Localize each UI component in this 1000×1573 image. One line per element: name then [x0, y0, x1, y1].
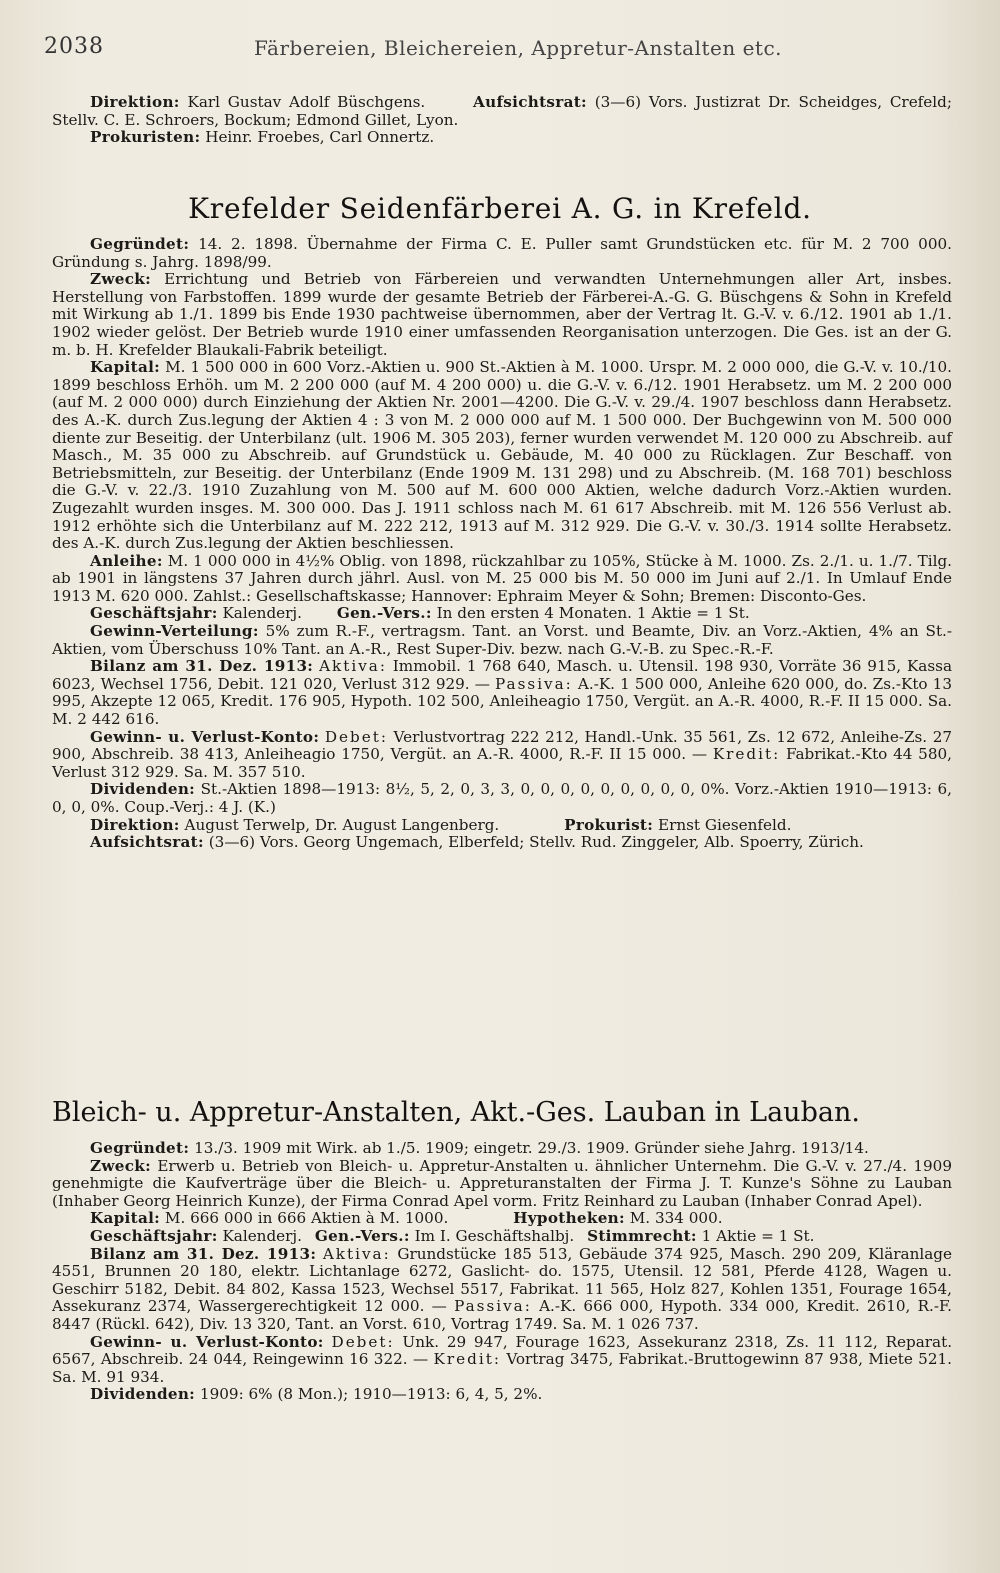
c1-bilanz: Bilanz am 31. Dez. 1913: Aktiva: Immobil. 1 768 640, Masch. u. Utensil. 198 930, Vorräte 36 915, Kassa 6023, Wechsel 1756, Debit. 121 020, Verlust 312 929. — Passiva: A.-K. 1 500 000, Anleihe 620 000, do. Zs.-Kto 13 995, Akzepte 12 065, Kredit. 176 905, Hypoth. 102 500, Anleiheagio 1750, Vergüt. an A.-R. 4000, R.-F. II 15 000. Sa. M. 2 442 616. [52, 657, 953, 729]
running-title: Färbereien, Bleichereien, Appretur-Anstalten etc. [254, 36, 783, 60]
c2-bilanz: Bilanz am 31. Dez. 1913: Aktiva: Grundstücke 185 513, Gebäude 374 925, Masch. 290 209, Kläranlage 4551, Brunnen 20 180, elektr. Lichtanlage 6272, Gaslicht- do. 1575, Utensil. 12 581, Pferde 4128, Wagen u. Geschirr 5182, Debit. 84 802, Kassa 1523, Wechsel 5517, Fabrikat. 11 565, Holz 827, Kohlen 1351, Fourage 1654, Assekuranz 2374, Wassergerechtigkeit 12 000. — Passiva: A.-K. 666 000, Hypoth. 334 000, Kredit. 2610, R.-F. 8447 (Rückl. 642), Div. 13 320, Tant. an Vorst. 610, Vortrag 1749. Sa. M. 1 026 737. [52, 1244, 953, 1333]
company1-title: Krefelder Seidenfärberei A. G. in Krefeld. [188, 192, 812, 225]
page-header [44, 34, 944, 64]
c1-zweck: Zweck: Errichtung und Betrieb von Färbereien und verwandten Unternehmungen aller Art, insbes. Herstellung von Farbstoffen. 1899 wurde der gesamte Betrieb der Färberei-A.-G. G. Büschgens & Sohn in Krefeld mit Wirkung ab 1./1. 1899 bis Ende 1930 pachtweise übernommen, aber der Vertrag lt. G.-V. v. 6./12. 1901 ab 1./1. 1902 wieder gelöst. Der Betrieb wurde 1910 einer umfassenden Reorganisation unterzogen. Die Ges. ist an der G. m. b. H. Krefelder Blaukali-Fabrik beteiligt. [52, 270, 952, 359]
company2-body [52, 1140, 952, 1404]
c2-guv: Gewinn- u. Verlust-Konto: Debet: Unk. 29 947, Fourage 1623, Assekuranz 2318, Zs. 11 112, Reparat. 6567, Abschreib. 24 044, Reingewinn 16 322. — Kredit: Vortrag 3475, Fabrikat.-Bruttogewinn 87 938, Miete 521. Sa. M. 91 934. [52, 1332, 953, 1386]
c2-kapital: Kapital: M. 666 000 in 666 Aktien à M. 1000. Hypotheken: M. 334 000. [90, 1209, 723, 1228]
prev-prokuristen: Prokuristen: Heinr. Froebes, Carl Onnertz. [90, 128, 435, 147]
c1-gegruendet: Gegründet: 14. 2. 1898. Übernahme der Firma C. E. Puller samt Grundstücken etc. für M. 2 700 000. Gründung s. Jahrg. 1898/99. [52, 235, 952, 271]
c1-dividenden: Dividenden: St.-Aktien 1898—1913: 8½, 5, 2, 0, 3, 3, 0, 0, 0, 0, 0, 0, 0, 0, 0, 0%. Vorz.-Aktien 1910—1913: 6, 0, 0, 0%. Coup.-Verj.: 4 J. (K.) [52, 780, 952, 816]
c2-zweck: Zweck: Erwerb u. Betrieb von Bleich- u. Appretur-Anstalten u. ähnlicher Unternehm. Die G.-V. v. 27./4. 1909 genehmigte die Kaufverträge über die Bleich- u. Appreturanstalten der Firma J. T. Kunze's Söhne zu Lauban (Inhaber Georg Heinrich Kunze), der Firma Conrad Apel vorm. Fritz Reinhard zu Lauban (Inhaber Conrad Apel). [52, 1156, 952, 1210]
company1-body [52, 236, 952, 852]
c2-geschaeftsjahr: Geschäftsjahr: Kalenderj. Gen.-Vers.: Im I. Geschäftshalbj. Stimmrecht: 1 Aktie = 1 St. [90, 1226, 815, 1245]
c1-aufsichtsrat: Aufsichtsrat: (3—6) Vors. Georg Ungemach, Elberfeld; Stellv. Rud. Zinggeler, Alb. Spoerry, Zürich. [90, 833, 864, 852]
c1-gewinnverteilung: Gewinn-Verteilung: 5% zum R.-F., vertragsm. Tant. an Vorst. und Beamte, Div. an Vorz.-Aktien, 4% an St.-Aktien, vom Überschuss 10% Tant. an A.-R., Rest Super-Div. bezw. nach G.-V.-B. zu Spec.-R.-F. [52, 622, 953, 658]
c2-dividenden: Dividenden: 1909: 6% (8 Mon.); 1910—1913: 6, 4, 5, 2%. [90, 1385, 543, 1404]
c1-kapital: Kapital: M. 1 500 000 in 600 Vorz.-Aktien u. 900 St.-Aktien à M. 1000. Urspr. M. 2 000 000, die G.-V. v. 10./10. 1899 beschloss Erhöh. um M. 2 200 000 (auf M. 4 200 000) u. die G.-V. v. 6./12. 1901 Herabsetz. um M. 2 200 000 (auf M. 2 000 000) durch Einziehung der Aktien Nr. 2001—4200. Die G.-V. v. 29./4. 1907 beschloss dann Herabsetz. des A.-K. durch Zus.legung der Aktien 4 : 3 von M. 2 000 000 auf M. 1 500 000. Der Buchgewinn von M. 500 000 diente zur Beseitig. der Unterbilanz (ult. 1906 M. 305 203), ferner wurden verwendet M. 120 000 zu Abschreib. auf Masch., M. 35 000 zu Abschreib. auf Grundstück u. Gebäude, M. 40 000 zu Rücklagen. Zur Beschaff. von Betriebsmitteln, zur Beseitig. der Unterbilanz (Ende 1909 M. 131 298) und zu Abschreib. (M. 168 701) beschloss die G.-V. v. 22./3. 1910 Zuzahlung von M. 500 auf M. 600 000 Aktien, welche dadurch Vorz.-Aktien wurden. Zugezahlt wurden insges. M. 300 000. Das J. 1911 schloss nach M. 61 617 Abschreib. mit M. 126 556 Verlust ab. 1912 erhöhte sich die Unterbilanz auf M. 222 212, 1913 auf M. 312 929. Die G.-V. v. 30./3. 1914 sollte Herabsetz. des A.-K. durch Zus.legung der Aktien beschliessen. [52, 358, 952, 553]
previous-entry [52, 94, 952, 147]
c1-direktion: Direktion: August Terwelp, Dr. August Langenberg. Prokurist: Ernst Giesenfeld. [90, 815, 792, 834]
prev-direktion: Direktion: Karl Gustav Adolf Büschgens. Aufsichtsrat: (3—6) Vors. Justizrat Dr. Scheidges, Crefeld; Stellv. C. E. Schroers, Bockum; Edmond Gillet, Lyon. [52, 93, 952, 129]
c1-anleihe: Anleihe: M. 1 000 000 in 4½% Oblig. von 1898, rückzahlbar zu 105%, Stücke à M. 1000. Zs. 2./1. u. 1./7. Tilg. ab 1901 in längstens 37 Jahren durch jährl. Ausl. von M. 25 000 bis M. 50 000 im Juni auf 2./1. In Umlauf Ende 1913 M. 620 000. Zahlst.: Gesellschaftskasse; Hannover: Ephraim Meyer & Sohn; Bremen: Disconto-Ges. [52, 551, 952, 605]
c2-gegruendet: Gegründet: 13./3. 1909 mit Wirk. ab 1./5. 1909; eingetr. 29./3. 1909. Gründer siehe Jahrg. 1913/14. [90, 1139, 869, 1157]
c1-guv: Gewinn- u. Verlust-Konto: Debet: Verlustvortrag 222 212, Handl.-Unk. 35 561, Zs. 12 672, Anleihe-Zs. 27 900, Abschreib. 38 413, Anleiheagio 1750, Vergüt. an A.-R. 4000, R.-F. II 15 000. — Kredit: Fabrikat.-Kto 44 580, Verlust 312 929. Sa. M. 357 510. [52, 727, 953, 781]
company2-title: Bleich- u. Appretur-Anstalten, Akt.-Ges. Lauban in Lauban. [52, 1097, 860, 1128]
page-number: 2038 [44, 34, 104, 59]
c1-geschaeftsjahr: Geschäftsjahr: Kalenderj. Gen.-Vers.: In den ersten 4 Monaten. 1 Aktie = 1 St. [90, 604, 750, 623]
